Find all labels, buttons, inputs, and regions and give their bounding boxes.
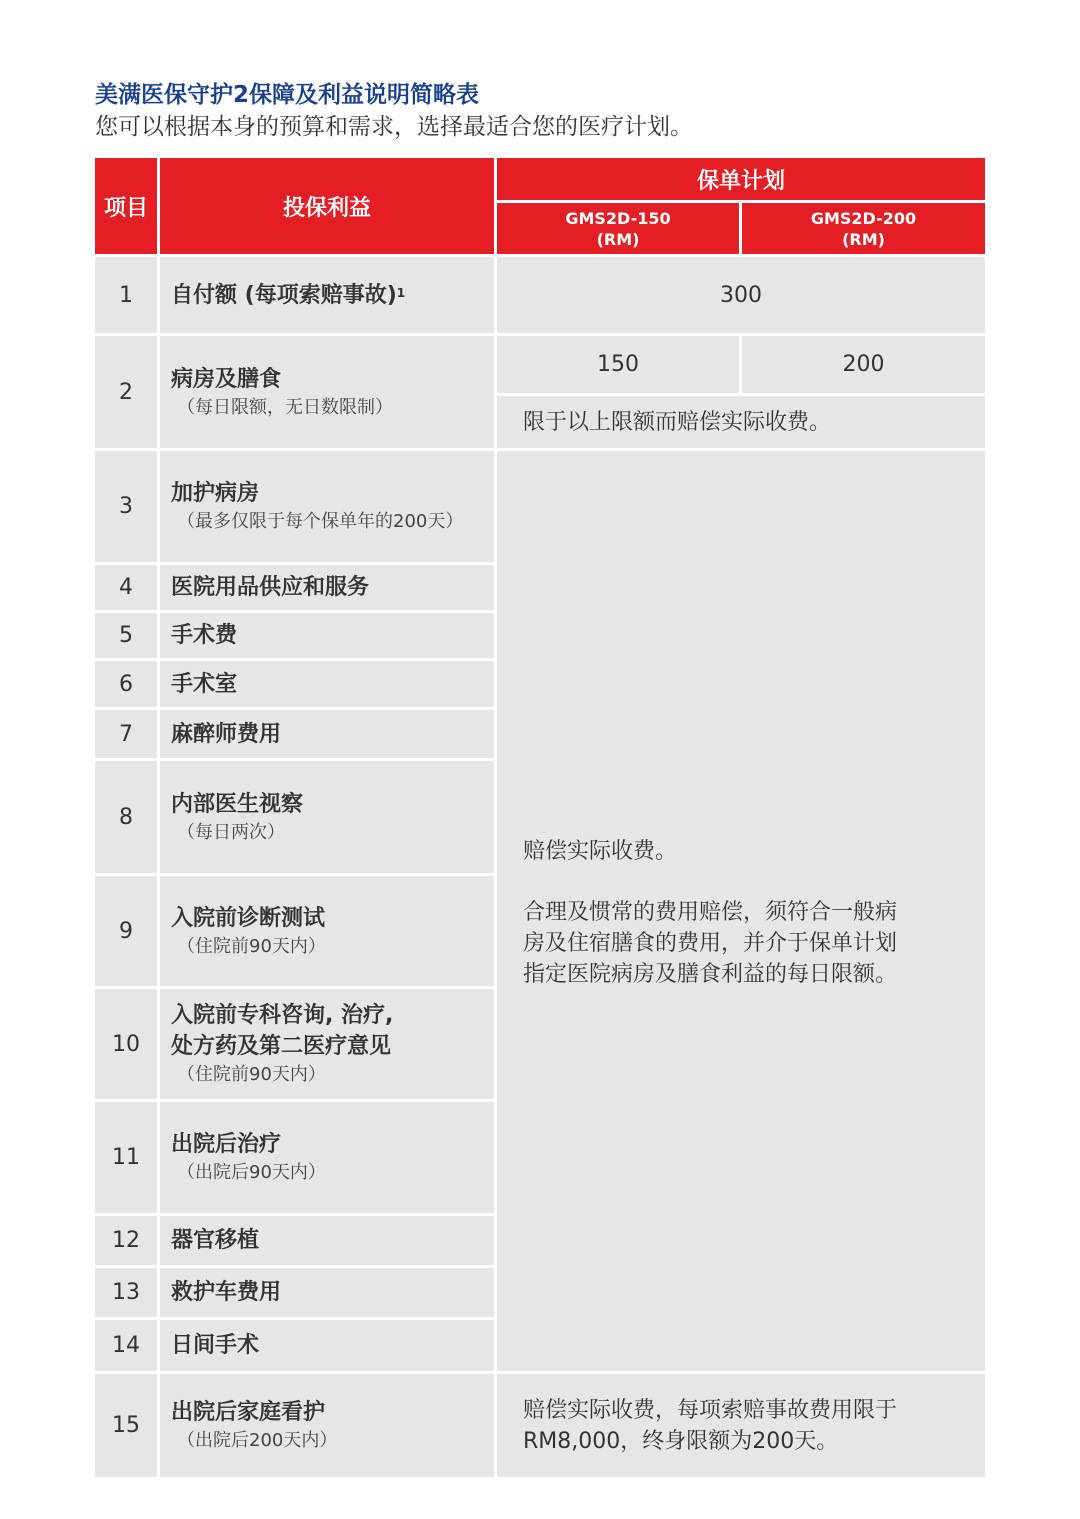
row-2-value-text: 限于以上限额而赔偿实际收费。 [497, 396, 985, 448]
row-13-benefit-label: 救护车费用 [171, 1280, 282, 1305]
row-11-benefit [160, 1102, 494, 1213]
row-12-benefit [160, 1216, 494, 1265]
plan1-unit: (RM) [596, 229, 640, 249]
row-1-number: 1 [95, 257, 157, 333]
row-9-number: 9 [95, 876, 157, 986]
row-12-benefit-label: 器官移植 [171, 1228, 260, 1253]
row-5-benefit-label: 手术费 [171, 623, 238, 648]
row-15-benefit-note: （出院后200天内） [177, 1430, 338, 1451]
row-14-number: 14 [95, 1320, 157, 1371]
rows-3-14-text-1: 赔偿实际收费。 [523, 839, 678, 864]
header-benefit [160, 158, 494, 254]
rows-3-14-text-2 [497, 897, 897, 990]
row-10-benefit-label: 入院前专科咨询, 治疗, [171, 1003, 394, 1028]
row-9-benefit [160, 876, 494, 986]
row-15-benefit-label: 出院后家庭看护 [171, 1400, 326, 1425]
row-3-number: 3 [95, 451, 157, 562]
header-item [95, 158, 157, 254]
rows-3-14-line-4: 指定医院病房及膳食利益的每日限额。 [523, 962, 898, 987]
plan2-name: GMS2D-200 [810, 208, 917, 228]
row-2-benefit-label: 病房及膳食 [171, 366, 282, 392]
row-8-benefit-note: （每日两次） [177, 821, 285, 843]
row-4-benefit-label: 医院用品供应和服务 [171, 575, 370, 600]
row-3-benefit [160, 451, 494, 562]
row-15-number: 15 [95, 1374, 157, 1477]
header-plan1 [497, 203, 739, 254]
row-4-benefit [160, 565, 494, 610]
row-3-benefit-label: 加护病房 [171, 481, 260, 506]
row-13-number: 13 [95, 1268, 157, 1317]
row-15-text-1: 赔偿实际收费，每项索赔事故费用限于 [523, 1397, 898, 1423]
row-1-value: 300 [497, 257, 985, 333]
header-benefit-label: 投保利益 [282, 195, 371, 221]
row-15-value [497, 1374, 985, 1477]
header-plan2 [742, 203, 985, 254]
plan2-unit: (RM) [842, 229, 885, 249]
row-4-number: 4 [95, 565, 157, 610]
rows-3-14-line-3: 房及住宿膳食的费用，并介于保单计划 [523, 931, 898, 956]
row-2-plan1-value: 150 [497, 336, 739, 393]
row-14-benefit [160, 1320, 494, 1371]
header-item-label: 项目 [103, 195, 148, 221]
row-11-benefit-label: 出院后治疗 [171, 1132, 282, 1157]
row-14-benefit-label: 日间手术 [171, 1333, 260, 1358]
row-5-number: 5 [95, 613, 157, 658]
row-10-benefit-note: （住院前90天内） [177, 1064, 326, 1085]
row-2-number: 2 [95, 336, 157, 448]
footnote-marker: 1 [396, 285, 406, 300]
row-13-benefit [160, 1268, 494, 1317]
row-6-benefit [160, 661, 494, 707]
row-1-benefit [160, 257, 494, 333]
row-15-text-2: RM8,000，终身限额为200天。 [523, 1428, 839, 1454]
row-10-benefit [160, 989, 494, 1099]
row-8-number: 8 [95, 761, 157, 873]
row-9-benefit-note: （住院前90天内） [177, 935, 326, 957]
row-6-number: 6 [95, 661, 157, 707]
page-title: 美满医保守护2保障及利益说明简略表 [95, 82, 480, 108]
row-2-benefit-note: （每日限额，无日数限制） [177, 396, 393, 418]
row-9-benefit-label: 入院前诊断测试 [171, 905, 326, 931]
row-12-number: 12 [95, 1216, 157, 1265]
row-7-number: 7 [95, 710, 157, 758]
row-6-benefit-label: 手术室 [171, 671, 238, 697]
row-10-benefit-label-2: 处方药及第二医疗意见 [171, 1034, 392, 1059]
header-plan [497, 158, 985, 200]
row-7-benefit-label: 麻醉师费用 [171, 721, 282, 747]
row-11-number: 11 [95, 1102, 157, 1213]
row-8-benefit-label: 内部医生视察 [171, 791, 304, 817]
row-10-number: 10 [95, 989, 157, 1099]
row-11-benefit-note: （出院后90天内） [177, 1162, 326, 1183]
page-subtitle: 您可以根据本身的预算和需求，选择最适合您的医疗计划。 [95, 114, 693, 140]
rows-3-14-line-2: 合理及惯常的费用赔偿，须符合一般病 [523, 900, 898, 925]
plan1-name: GMS2D-150 [565, 208, 671, 228]
row-3-benefit-note: （最多仅限于每个保单年的200天） [177, 511, 464, 532]
row-7-benefit [160, 710, 494, 758]
row-1-benefit-label: 自付额 (每项索赔事故) [171, 282, 397, 308]
rows-3-14-value [497, 451, 985, 1371]
row-5-benefit [160, 613, 494, 658]
row-8-benefit [160, 761, 494, 873]
row-2-plan2-value: 200 [742, 336, 985, 393]
row-15-benefit [160, 1374, 494, 1477]
row-2-benefit [160, 336, 494, 448]
header-plan-label: 保单计划 [696, 168, 785, 194]
